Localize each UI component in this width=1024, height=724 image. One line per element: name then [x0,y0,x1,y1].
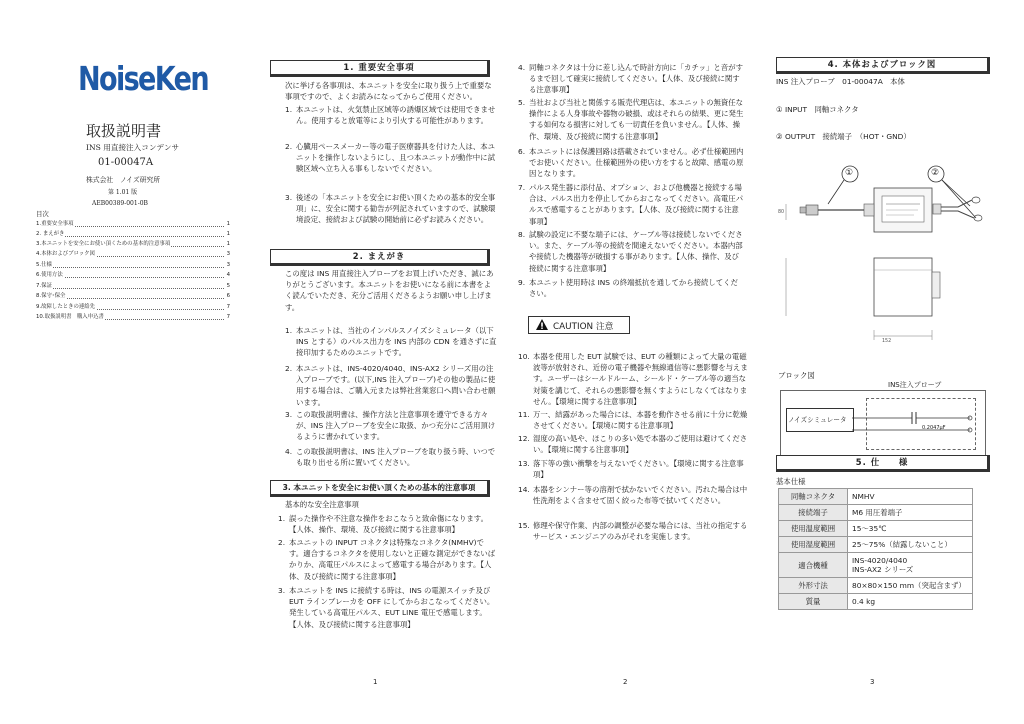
list-item: 1. 誤った操作や不注意な操作をおこなうと致命傷になります。【人体、操作、環境、及び接続に関する注意事項】 [278,514,488,535]
dimension-length: 152 [882,339,892,344]
section-4-heading: 4. 本体およびブロック図 [776,57,990,74]
list-item: 13. 落下等の強い衝撃を与えないでください。【環境に関する注意事項】 [518,459,744,480]
document-number: AEB00389-001-0B [92,200,148,207]
toc-entry[interactable]: 9.故障したときの連絡先 7 [36,304,230,310]
dimension-width: 80 [778,210,785,215]
edition: 第 1.01 版 [108,189,138,196]
caution-label: CAUTION 注意 [553,322,614,332]
list-item: 1. 本ユニットは、火気禁止区域等の誘爆区域では使用できません。使用すると放電等により引火する可能性があります。 [285,105,496,126]
warning-icon [535,318,549,331]
spec-key: 同軸コネクタ [779,489,848,505]
table-row [779,505,973,521]
manual-subtitle: INS 用直接注入コンデンサ [86,143,180,152]
section-2-intro: この度は INS 用直接注入プローブをお買上げいただき、誠にありがとうございます。本ユニットをお使いになる前に本書をよく読んでいただき、充分ご活用くださるようお願い申し上げます。 [285,269,494,312]
page-number: 2 [623,678,628,686]
block-probe-label: INS注入プローブ [888,381,942,389]
marker-1: ① [845,168,854,178]
spec-key: 使用湿度範囲 [779,537,848,553]
toc-entry[interactable]: 2. まえがき 1 [36,231,230,237]
page-number: 3 [870,678,875,686]
section-1-intro: 次に挙げる各事項は、本ユニットを安全に取り扱う上で重要な事項ですので、よくお読みになってからご使用ください。 [285,81,492,102]
list-item: 3. この取扱説明書は、操作方法と注意事項を遵守できる方々が、INS 注入プローブを安全に取扱、かつ充分にご活用頂けるように書かれています。 [285,410,496,442]
table-row [779,537,973,553]
section-3-intro: 基本的な安全注意事項 [285,500,359,509]
capacitor-label: 0.2047μF [922,425,946,431]
input-label: ① INPUT 同軸コネクタ [776,105,859,114]
list-item: 3. 本ユニットを INS に接続する時は、INS の電源スイッチ及び EUT ラインブレーカを OFF にしてからおこなってください。発生している高電圧パルス、EUT LINE 電圧で感電します。【人体、及び接続に関する注意事項】 [278,586,495,629]
list-item: 10. 本器を使用した EUT 試験では、EUT の種類によって大量の電磁波等が放射され、近傍の電子機器や無線通信等に悪影響を与えます。ユーザーはシールドルーム、シールド・ケーブル等の適当な対策を講じて、それらの悪影響を無くすようにしなくてはなりません。【環境に関する注意事項】 [518,352,748,406]
list-item: 3. 後述の「本ユニットを安全にお使い頂くための基本的安全事項」に、安全に関する勧告が列記されていますので、試験環境設定、接続および試験の開始前に必ずお読みください。 [285,193,496,225]
model-number: 01-00047A [98,157,154,168]
spec-value: M6 用圧着端子 [848,505,973,521]
list-item: 11. 万一、結露があった場合には、本器を動作させる前に十分に乾燥させてください。【環境に関する注意事項】 [518,410,748,431]
list-item: 6. 本ユニットには保護回路は搭載されていません。必ず仕様範囲内でお使いください。仕様範囲外の使い方をすると故障、感電の原因となります。 [518,147,744,179]
toc-entry[interactable]: 3.本ユニットを安全にお使い頂くための基本的注意事項 1 [36,241,230,247]
list-item: 15. 修理や保守作業、内部の調整が必要な場合には、当社の指定するサービス・エンジニアのみがそれを実施します。 [518,521,748,542]
toc-heading: 目次 [36,210,49,218]
spec-value: 15～35℃ [848,521,973,537]
capacitor-symbol [852,398,978,448]
noise-simulator-label: ノイズシミュレータ [788,416,847,424]
marker-2: ② [931,168,940,178]
caution-box [528,316,630,334]
list-item: 1. 本ユニットは、当社のインパルスノイズシミュレータ（以下 INS とする）のパルス出力を INS 内部の CDN を通さずに直接印加するためのユニットです。 [285,326,497,358]
list-item: 12. 湿度の高い処や、ほこりの多い処で本器のご使用は避けてください。【環境に関する注意事項】 [518,434,748,455]
toc-entry[interactable]: 6.使用方法 4 [36,272,230,278]
list-item: 2. 本ユニットは、INS-4020/4040、INS-AX2 シリーズ用の注入プローブです。(以下,INS 注入プローブ)その他の製品に使用する場合は、ご購入元または弊社営業窓口へ問い合わせ願います。 [285,364,496,407]
table-row [779,553,973,578]
output-label: ② OUTPUT 接続端子 （HOT・GND） [776,132,911,141]
spec-key: 適合機種 [779,553,848,578]
table-row [779,578,973,594]
list-item: 8. 試験の設定に不要な端子には、ケーブル等は接続しないでください。また、ケーブル等の接続を間違えないでください。本器内部や接続した機器等が破損する事があります。【人体、操作、及び接続に関する注意事項】 [518,230,743,273]
spec-value: INS-4020/4040 INS-AX2 シリーズ [848,553,973,578]
toc-entry[interactable]: 5.仕様 3 [36,262,230,268]
spec-table [778,488,973,610]
toc-entry[interactable]: 8.保守･保全 6 [36,293,230,299]
spec-key: 接続端子 [779,505,848,521]
probe-drawing [778,160,992,352]
spec-key: 質量 [779,594,848,610]
toc-entry[interactable]: 7.保証 5 [36,283,230,289]
spec-heading: 基本仕様 [776,477,806,486]
block-diagram-title: ブロック図 [778,371,815,380]
manual-title: 取扱説明書 [86,122,162,140]
brand-logo: NoiseKen [78,59,208,98]
section-2-heading: 2. まえがき [270,249,490,266]
block-diagram [778,380,986,460]
list-item: 2. 心臓用ペースメーカー等の電子医療器具を付けた人は、本ユニットを操作しないようにし、且つ本ユニットが動作中に試験区域へ立ち入る事もしないでください。 [285,142,496,174]
list-item: 4. この取扱説明書は、INS 注入プローブを取り扱う時、いつでも取り出せる所に置いてください。 [285,447,496,468]
list-item: 4. 同軸コネクタは十分に差し込んで時計方向に「カチッ」と音がするまで回して確実に接続してください。【人体、及び接続に関する注意事項】 [518,63,743,95]
company-name: 株式会社 ノイズ研究所 [86,176,161,184]
list-item: 5. 当社および当社と関係する販売代理店は、本ユニットの無資任な操作による人身事故や器物の破損、或はそれらの結果、更に発生する如何なる損害に対しても一切責任を負いません。【人体、操作、環境、及び接続に関する注意事項】 [518,98,744,141]
table-row [779,594,973,610]
spec-value: 25～75%（結露しないこと） [848,537,973,553]
section-3-heading: 3. 本ユニットを安全にお使い頂くための基本的注意事項 [270,480,490,497]
list-item: 7. パルス発生器に添付品、オプション、および他機器と接続する場合は、パルス出力を停止してからおこなってください。高電圧パルスで感電することがあります。【人体、及び接続に関する注意事項】 [518,183,744,226]
table-row [779,521,973,537]
list-item: 9. 本ユニット使用時は INS の終端抵抗を通してから接続してください。 [518,278,738,299]
toc-entry[interactable]: 4.本体およびブロック図 3 [36,251,230,257]
spec-value: 80×80×150 mm（突起含まず） [848,578,973,594]
toc-entry[interactable]: 1.重要安全事項 1 [36,221,230,227]
spec-value: 0.4 kg [848,594,973,610]
probe-caption: INS 注入プローブ 01-00047A 本体 [776,77,905,86]
section-5-heading: 5. 仕 様 [776,455,990,472]
section-1-heading: 1. 重要安全事項 [270,60,490,77]
list-item: 14. 本器をシンナー等の溶剤で拭かないでください。汚れた場合は中性洗剤をよく含ませて固く絞った布等で拭いてください。 [518,485,748,506]
spec-key: 使用温度範囲 [779,521,848,537]
toc-entry[interactable]: 10.取扱説明書 購入申込書 7 [36,314,230,320]
table-row [779,489,973,505]
spec-key: 外形寸法 [779,578,848,594]
list-item: 2. 本ユニットの INPUT コネクタは特殊なコネクタ(NMHV)です。適合するコネクタを使用しないと正確な測定ができないばかりか、高電圧パルスによって感電する場合があります。【人体、及び接続に関する注意事項】 [278,538,496,581]
page-number: 1 [373,678,378,686]
spec-value: NMHV [848,489,973,505]
